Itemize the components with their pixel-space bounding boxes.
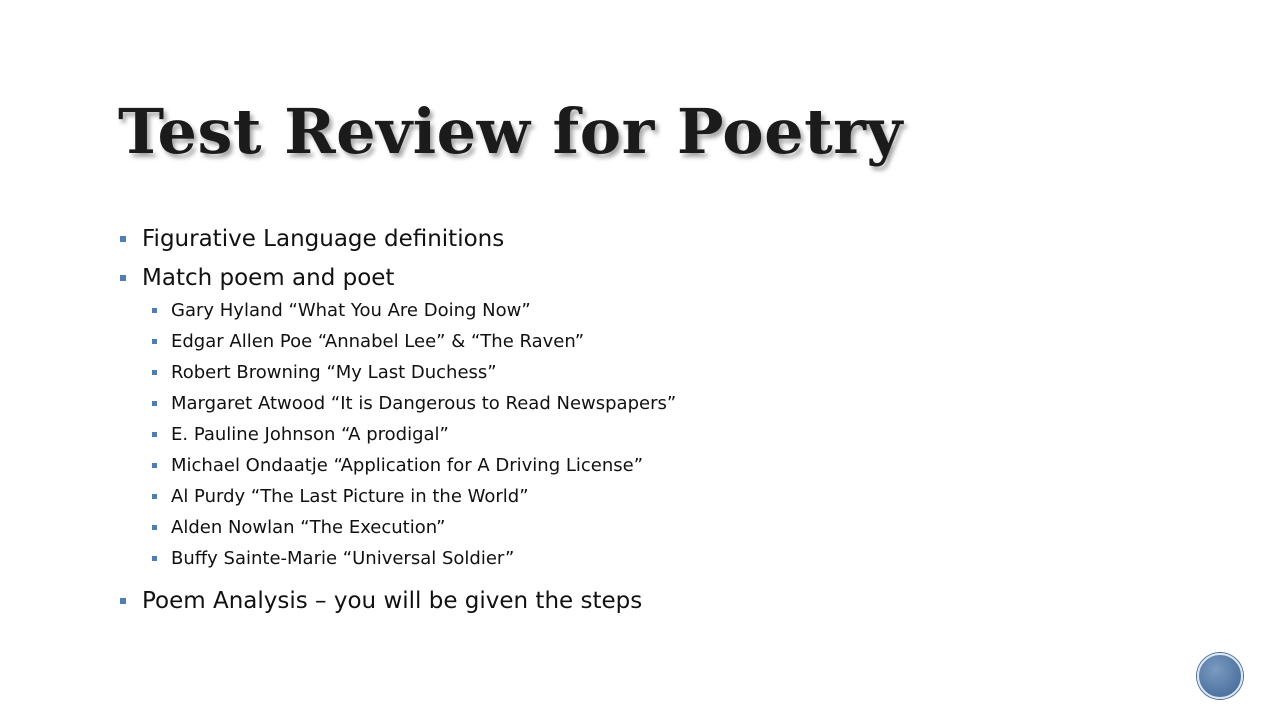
bullet-match-poem-poet (120, 261, 1120, 295)
bullet-icon (120, 236, 126, 242)
bullet-icon (152, 370, 157, 375)
bullet-text: Figurative Language definitions (142, 226, 505, 252)
sub-bullet (120, 388, 1120, 419)
sub-bullet (120, 450, 1120, 481)
bullet-text: Poem Analysis – you will be given the steps (142, 588, 643, 614)
bullet-icon (120, 275, 126, 281)
sub-bullet (120, 481, 1120, 512)
sub-bullet-text: E. Pauline Johnson “A prodigal” (171, 424, 449, 445)
sub-bullet (120, 295, 1120, 326)
bullet-text: Match poem and poet (142, 265, 395, 291)
slide-body (120, 222, 1120, 618)
bullet-icon (152, 525, 157, 530)
bullet-figurative-language (120, 222, 1120, 256)
sub-bullet-text: Robert Browning “My Last Duchess” (171, 362, 497, 383)
bullet-poem-analysis (120, 584, 1120, 618)
sub-bullet (120, 326, 1120, 357)
bullet-icon (152, 463, 157, 468)
circle-nav-icon[interactable] (1197, 653, 1243, 699)
bullet-icon (152, 432, 157, 437)
bullet-icon (152, 401, 157, 406)
sub-bullet-text: Al Purdy “The Last Picture in the World” (171, 486, 529, 507)
sub-bullet (120, 512, 1120, 543)
sub-bullet (120, 419, 1120, 450)
bullet-icon (152, 339, 157, 344)
sub-bullet (120, 543, 1120, 574)
sub-bullet-text: Alden Nowlan “The Execution” (171, 517, 446, 538)
sub-bullet (120, 357, 1120, 388)
bullet-icon (152, 494, 157, 499)
sub-bullet-text: Gary Hyland “What You Are Doing Now” (171, 300, 531, 321)
bullet-icon (152, 556, 157, 561)
bullet-icon (120, 598, 126, 604)
sub-bullet-text: Michael Ondaatje “Application for A Driving License” (171, 455, 644, 476)
sub-bullet-text: Buffy Sainte-Marie “Universal Soldier” (171, 548, 515, 569)
slide-title: Test Review for Poetry (118, 95, 903, 168)
bullet-icon (152, 308, 157, 313)
sub-bullet-text: Edgar Allen Poe “Annabel Lee” & “The Raven” (171, 331, 585, 352)
sub-bullet-text: Margaret Atwood “It is Dangerous to Read Newspapers” (171, 393, 677, 414)
